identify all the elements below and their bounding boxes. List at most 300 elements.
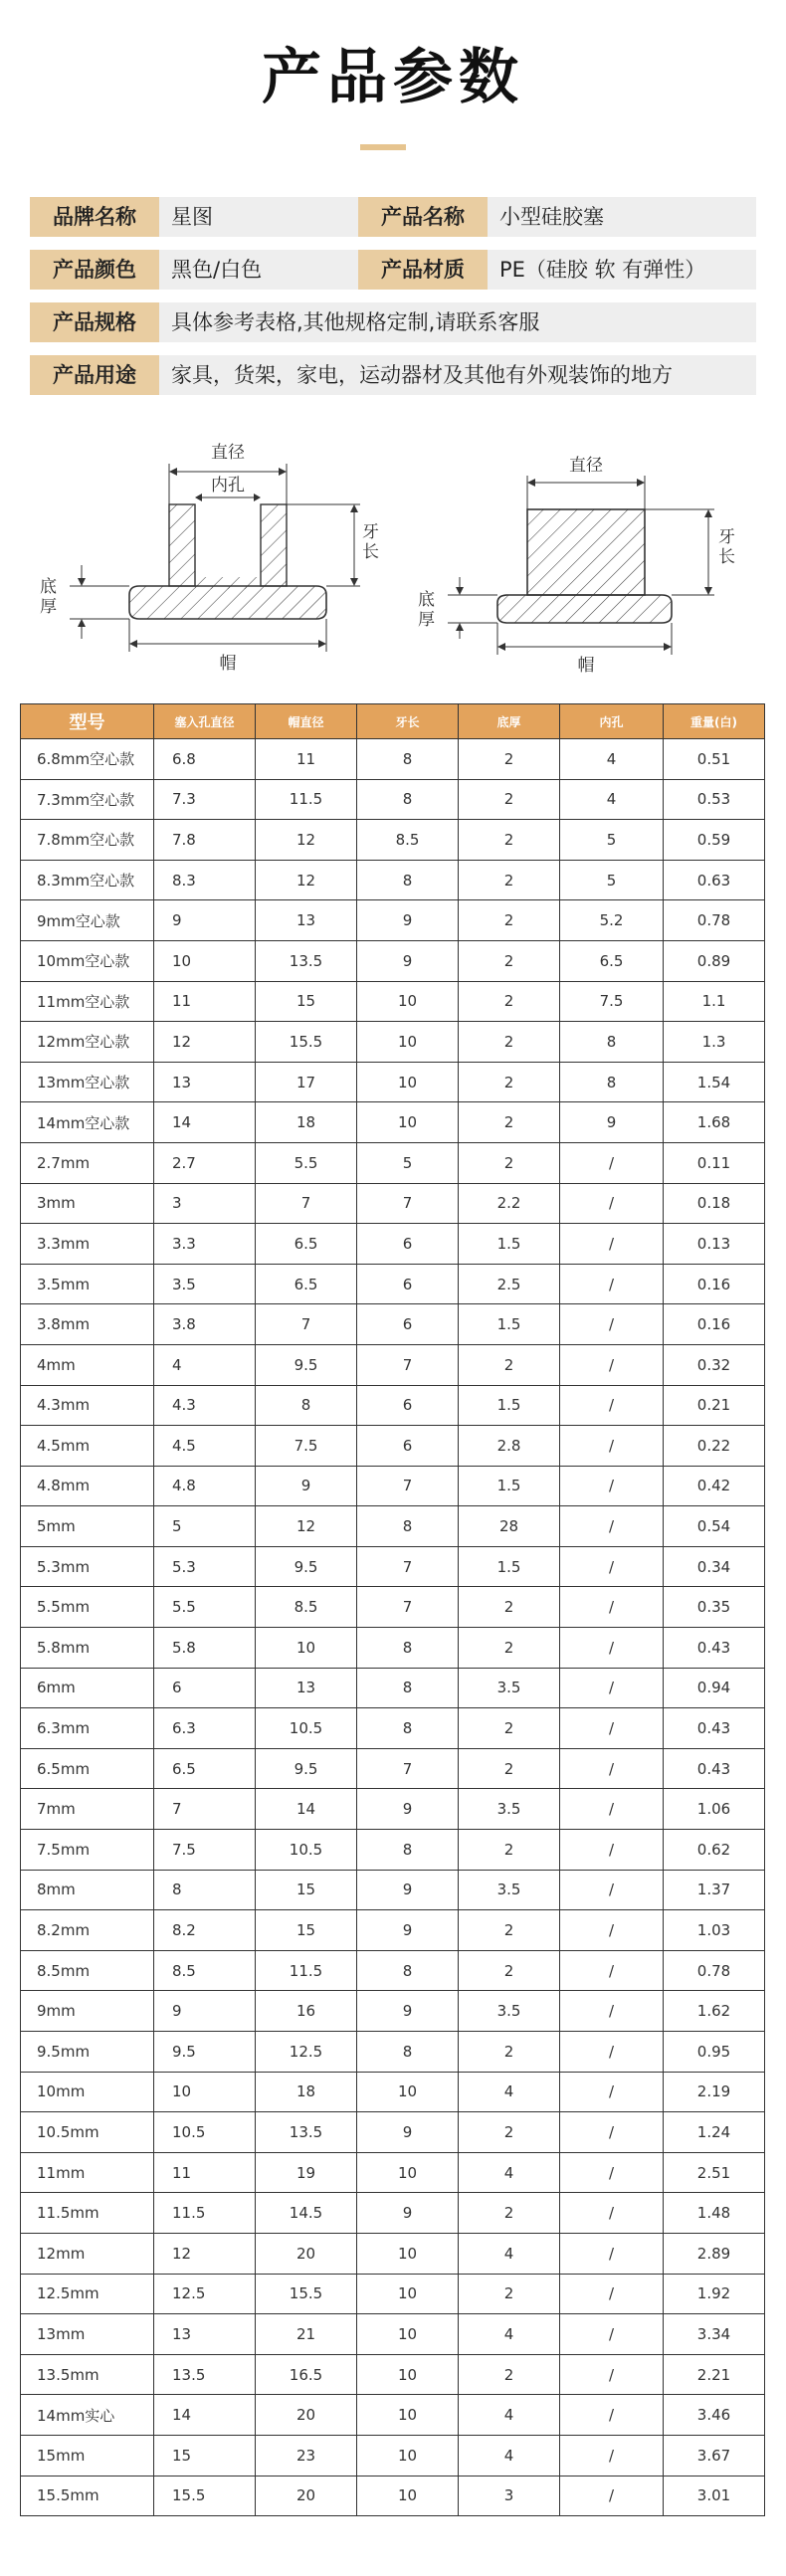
cell-weight: 0.54 — [664, 1506, 765, 1547]
cell-model: 3.8mm — [21, 1304, 154, 1345]
cell-hole-diameter: 2.7 — [154, 1142, 256, 1183]
cell-model: 4.3mm — [21, 1385, 154, 1426]
cell-model: 9.5mm — [21, 2032, 154, 2073]
cell-weight: 0.62 — [664, 1830, 765, 1871]
cell-inner-hole: / — [560, 2476, 664, 2516]
cell-inner-hole: 8 — [560, 1062, 664, 1102]
cell-weight: 0.95 — [664, 2032, 765, 2073]
cell-inner-hole: / — [560, 1830, 664, 1871]
cell-weight: 0.35 — [664, 1587, 765, 1628]
cell-weight: 0.63 — [664, 860, 765, 900]
cell-tooth-length: 7 — [357, 1183, 459, 1224]
cell-hole-diameter: 5 — [154, 1506, 256, 1547]
cell-model: 14mm实心 — [21, 2395, 154, 2436]
cell-inner-hole: / — [560, 1506, 664, 1547]
cell-hole-diameter: 4.8 — [154, 1466, 256, 1506]
spec-table-body — [21, 739, 765, 2516]
cell-cap-diameter: 15 — [256, 1910, 357, 1951]
cell-hole-diameter: 15.5 — [154, 2476, 256, 2516]
usage-value: 家具，货架，家电，运动器材及其他有外观装饰的地方 — [171, 363, 673, 387]
col-header-weight: 重量(白) — [664, 704, 765, 739]
cell-inner-hole: / — [560, 1910, 664, 1951]
cell-model: 3.3mm — [21, 1224, 154, 1265]
table-row — [21, 2072, 765, 2112]
table-row — [21, 820, 765, 861]
cell-hole-diameter: 13.5 — [154, 2354, 256, 2395]
cell-inner-hole: / — [560, 1264, 664, 1304]
cell-inner-hole: / — [560, 1304, 664, 1345]
cell-hole-diameter: 11 — [154, 2152, 256, 2193]
cell-base-thickness: 2 — [459, 2112, 560, 2153]
solid-diameter-label: 直径 — [569, 456, 603, 476]
cell-hole-diameter: 10 — [154, 2072, 256, 2112]
cell-base-thickness: 1.5 — [459, 1304, 560, 1345]
cell-cap-diameter: 15 — [256, 1870, 357, 1910]
cell-cap-diameter: 18 — [256, 2072, 357, 2112]
cell-base-thickness: 3 — [459, 2476, 560, 2516]
cell-cap-diameter: 12 — [256, 1506, 357, 1547]
cell-hole-diameter: 9 — [154, 900, 256, 941]
cell-tooth-length: 6 — [357, 1385, 459, 1426]
cell-weight: 3.67 — [664, 2435, 765, 2476]
hollow-cap — [129, 586, 326, 619]
cell-weight: 0.89 — [664, 940, 765, 981]
product-name-value: 小型硅胶塞 — [499, 205, 604, 229]
cell-model: 7.5mm — [21, 1830, 154, 1871]
cell-tooth-length: 10 — [357, 2354, 459, 2395]
cell-weight: 1.54 — [664, 1062, 765, 1102]
cell-tooth-length: 7 — [357, 1748, 459, 1789]
cell-base-thickness: 2 — [459, 900, 560, 941]
cell-base-thickness: 28 — [459, 1506, 560, 1547]
cell-tooth-length: 10 — [357, 2274, 459, 2314]
cell-hole-diameter: 9 — [154, 1991, 256, 2032]
cell-model: 11mm空心款 — [21, 981, 154, 1022]
cell-model: 8.2mm — [21, 1910, 154, 1951]
cell-tooth-length: 10 — [357, 1062, 459, 1102]
cell-hole-diameter: 10.5 — [154, 2112, 256, 2153]
cell-model: 6.5mm — [21, 1748, 154, 1789]
cell-weight: 0.16 — [664, 1304, 765, 1345]
cell-base-thickness: 1.5 — [459, 1385, 560, 1426]
table-row — [21, 2112, 765, 2153]
cell-cap-diameter: 13.5 — [256, 940, 357, 981]
cell-hole-diameter: 11 — [154, 981, 256, 1022]
cell-tooth-length: 10 — [357, 2233, 459, 2274]
cell-weight: 1.03 — [664, 1910, 765, 1951]
cell-inner-hole: / — [560, 2274, 664, 2314]
table-row — [21, 739, 765, 780]
cell-base-thickness: 3.5 — [459, 1991, 560, 2032]
cell-cap-diameter: 19 — [256, 2152, 357, 2193]
cell-tooth-length: 9 — [357, 2112, 459, 2153]
cell-tooth-length: 7 — [357, 1466, 459, 1506]
table-row — [21, 2152, 765, 2193]
cell-cap-diameter: 5.5 — [256, 1142, 357, 1183]
table-row — [21, 1870, 765, 1910]
cell-inner-hole: / — [560, 1385, 664, 1426]
cell-model: 12mm — [21, 2233, 154, 2274]
cell-weight: 0.34 — [664, 1546, 765, 1587]
cell-cap-diameter: 12 — [256, 820, 357, 861]
cell-tooth-length: 7 — [357, 1344, 459, 1385]
cell-weight: 0.11 — [664, 1142, 765, 1183]
col-header-tooth-length: 牙长 — [357, 704, 459, 739]
cell-weight: 0.78 — [664, 1950, 765, 1991]
cell-cap-diameter: 15.5 — [256, 2274, 357, 2314]
cell-cap-diameter: 10.5 — [256, 1830, 357, 1871]
cell-cap-diameter: 6.5 — [256, 1264, 357, 1304]
cell-hole-diameter: 8.5 — [154, 1950, 256, 1991]
cell-tooth-length: 7 — [357, 1546, 459, 1587]
cell-inner-hole: / — [560, 1183, 664, 1224]
cell-base-thickness: 2 — [459, 981, 560, 1022]
material-label: 产品材质 — [358, 250, 488, 290]
cell-cap-diameter: 16.5 — [256, 2354, 357, 2395]
cell-cap-diameter: 18 — [256, 1102, 357, 1143]
col-header-inner-hole: 内孔 — [560, 704, 664, 739]
cell-hole-diameter: 14 — [154, 1102, 256, 1143]
cell-model: 8.3mm空心款 — [21, 860, 154, 900]
cell-inner-hole: 6.5 — [560, 940, 664, 981]
spec-table-header — [21, 704, 765, 739]
table-row — [21, 1950, 765, 1991]
cell-tooth-length: 8.5 — [357, 820, 459, 861]
cell-tooth-length: 9 — [357, 1870, 459, 1910]
cell-hole-diameter: 8 — [154, 1870, 256, 1910]
table-row — [21, 2395, 765, 2436]
cell-cap-diameter: 9 — [256, 1466, 357, 1506]
solid-body — [527, 509, 645, 595]
cell-tooth-length: 10 — [357, 2072, 459, 2112]
page-title: 产品参数 — [262, 43, 524, 112]
cell-hole-diameter: 7 — [154, 1789, 256, 1830]
brand-label: 品牌名称 — [30, 197, 159, 237]
cell-tooth-length: 8 — [357, 739, 459, 780]
cell-hole-diameter: 7.8 — [154, 820, 256, 861]
info-row-spec — [30, 302, 756, 342]
cell-weight: 0.18 — [664, 1183, 765, 1224]
cell-inner-hole: / — [560, 2354, 664, 2395]
cell-inner-hole: 5 — [560, 820, 664, 861]
cell-base-thickness: 2 — [459, 1062, 560, 1102]
cell-model: 14mm空心款 — [21, 1102, 154, 1143]
cell-tooth-length: 10 — [357, 2435, 459, 2476]
cell-tooth-length: 10 — [357, 2314, 459, 2355]
cell-weight: 0.43 — [664, 1628, 765, 1669]
table-row — [21, 1344, 765, 1385]
cell-cap-diameter: 17 — [256, 1062, 357, 1102]
cell-model: 4.8mm — [21, 1466, 154, 1506]
table-row — [21, 779, 765, 820]
cell-hole-diameter: 8.3 — [154, 860, 256, 900]
table-row — [21, 1708, 765, 1749]
cell-inner-hole: / — [560, 2435, 664, 2476]
cell-model: 9mm — [21, 1991, 154, 2032]
cell-base-thickness: 2 — [459, 2193, 560, 2234]
cell-base-thickness: 4 — [459, 2395, 560, 2436]
cell-weight: 2.89 — [664, 2233, 765, 2274]
cell-cap-diameter: 10.5 — [256, 1708, 357, 1749]
spec-table — [20, 703, 765, 2516]
cell-cap-diameter: 8 — [256, 1385, 357, 1426]
cell-hole-diameter: 3 — [154, 1183, 256, 1224]
table-row — [21, 1224, 765, 1265]
cell-model: 13mm空心款 — [21, 1062, 154, 1102]
cell-hole-diameter: 7.5 — [154, 1830, 256, 1871]
solid-cap — [497, 595, 672, 623]
table-row — [21, 1264, 765, 1304]
brand-value: 星图 — [171, 205, 213, 229]
cell-tooth-length: 9 — [357, 2193, 459, 2234]
cell-weight: 2.19 — [664, 2072, 765, 2112]
table-row — [21, 940, 765, 981]
cell-base-thickness: 3.5 — [459, 1668, 560, 1708]
cell-tooth-length: 8 — [357, 1830, 459, 1871]
cell-hole-diameter: 12 — [154, 1022, 256, 1063]
cell-base-thickness: 2 — [459, 1102, 560, 1143]
col-header-base-thickness: 底厚 — [459, 704, 560, 739]
cell-weight: 1.48 — [664, 2193, 765, 2234]
cell-weight: 0.78 — [664, 900, 765, 941]
cell-inner-hole: / — [560, 1748, 664, 1789]
cell-weight: 0.53 — [664, 779, 765, 820]
cell-inner-hole: / — [560, 1628, 664, 1669]
cell-weight: 0.59 — [664, 820, 765, 861]
cell-tooth-length: 8 — [357, 1668, 459, 1708]
table-row — [21, 1183, 765, 1224]
cell-cap-diameter: 20 — [256, 2476, 357, 2516]
cell-base-thickness: 4 — [459, 2152, 560, 2193]
cell-tooth-length: 10 — [357, 1022, 459, 1063]
cell-cap-diameter: 13 — [256, 1668, 357, 1708]
cell-model: 3.5mm — [21, 1264, 154, 1304]
cell-tooth-length: 9 — [357, 940, 459, 981]
cell-cap-diameter: 14 — [256, 1789, 357, 1830]
cell-model: 9mm空心款 — [21, 900, 154, 941]
cell-tooth-length: 8 — [357, 779, 459, 820]
cell-model: 10mm — [21, 2072, 154, 2112]
cell-cap-diameter: 9.5 — [256, 1748, 357, 1789]
solid-plug-diagram — [418, 456, 735, 676]
cell-model: 7.3mm空心款 — [21, 779, 154, 820]
table-row — [21, 2193, 765, 2234]
table-row — [21, 1587, 765, 1628]
cell-base-thickness: 2.5 — [459, 1264, 560, 1304]
cell-hole-diameter: 15 — [154, 2435, 256, 2476]
cell-cap-diameter: 9.5 — [256, 1344, 357, 1385]
cell-model: 11.5mm — [21, 2193, 154, 2234]
hollow-diameter-label: 直径 — [211, 443, 245, 463]
cell-weight: 1.3 — [664, 1022, 765, 1063]
cell-base-thickness: 2.2 — [459, 1183, 560, 1224]
table-row — [21, 1789, 765, 1830]
cell-cap-diameter: 7 — [256, 1183, 357, 1224]
hollow-wall-left — [169, 504, 195, 586]
cell-cap-diameter: 21 — [256, 2314, 357, 2355]
cell-weight: 2.21 — [664, 2354, 765, 2395]
cell-base-thickness: 2 — [459, 2354, 560, 2395]
cell-hole-diameter: 12.5 — [154, 2274, 256, 2314]
table-row — [21, 1506, 765, 1547]
cell-cap-diameter: 11 — [256, 739, 357, 780]
cell-tooth-length: 10 — [357, 2476, 459, 2516]
cell-base-thickness: 2 — [459, 1830, 560, 1871]
table-row — [21, 2476, 765, 2516]
table-row — [21, 2274, 765, 2314]
cell-model: 5.5mm — [21, 1587, 154, 1628]
cell-hole-diameter: 14 — [154, 2395, 256, 2436]
cell-model: 3mm — [21, 1183, 154, 1224]
cell-base-thickness: 4 — [459, 2435, 560, 2476]
cell-tooth-length: 8 — [357, 1950, 459, 1991]
spec-value: 具体参考表格,其他规格定制,请联系客服 — [171, 310, 540, 334]
cell-hole-diameter: 4.5 — [154, 1426, 256, 1467]
cell-weight: 0.32 — [664, 1344, 765, 1385]
cell-tooth-length: 8 — [357, 1628, 459, 1669]
cell-hole-diameter: 6.3 — [154, 1708, 256, 1749]
table-row — [21, 1304, 765, 1345]
cell-cap-diameter: 16 — [256, 1991, 357, 2032]
table-row — [21, 2314, 765, 2355]
cell-model: 15.5mm — [21, 2476, 154, 2516]
cell-inner-hole: / — [560, 1546, 664, 1587]
cell-tooth-length: 6 — [357, 1426, 459, 1467]
cell-inner-hole: / — [560, 2233, 664, 2274]
cell-inner-hole: / — [560, 1344, 664, 1385]
cell-weight: 0.21 — [664, 1385, 765, 1426]
cell-hole-diameter: 13 — [154, 2314, 256, 2355]
cell-weight: 1.92 — [664, 2274, 765, 2314]
col-header-hole-diameter: 塞入孔直径 — [154, 704, 256, 739]
cell-hole-diameter: 5.8 — [154, 1628, 256, 1669]
cell-inner-hole: / — [560, 1587, 664, 1628]
cell-inner-hole: 7.5 — [560, 981, 664, 1022]
cell-tooth-length: 8 — [357, 860, 459, 900]
cell-inner-hole: / — [560, 1708, 664, 1749]
cell-cap-diameter: 20 — [256, 2395, 357, 2436]
cell-tooth-length: 9 — [357, 1991, 459, 2032]
cell-inner-hole: / — [560, 2072, 664, 2112]
cell-cap-diameter: 7 — [256, 1304, 357, 1345]
table-row — [21, 1628, 765, 1669]
cell-hole-diameter: 12 — [154, 2233, 256, 2274]
cell-model: 6.3mm — [21, 1708, 154, 1749]
cell-tooth-length: 8 — [357, 2032, 459, 2073]
info-row-brand — [30, 197, 756, 237]
cell-cap-diameter: 11.5 — [256, 779, 357, 820]
cell-base-thickness: 2.8 — [459, 1426, 560, 1467]
table-row — [21, 1142, 765, 1183]
cell-model: 4.5mm — [21, 1426, 154, 1467]
cell-cap-diameter: 7.5 — [256, 1426, 357, 1467]
hollow-cap-label: 帽 — [219, 654, 237, 674]
cell-cap-diameter: 15 — [256, 981, 357, 1022]
info-row-color — [30, 250, 756, 290]
color-label: 产品颜色 — [30, 250, 159, 290]
cell-base-thickness: 2 — [459, 739, 560, 780]
cell-cap-diameter: 15.5 — [256, 1022, 357, 1063]
cell-weight: 0.43 — [664, 1708, 765, 1749]
col-header-model: 型号 — [21, 704, 154, 739]
cell-weight: 1.06 — [664, 1789, 765, 1830]
table-row — [21, 1062, 765, 1102]
product-info — [30, 197, 756, 408]
cell-hole-diameter: 5.5 — [154, 1587, 256, 1628]
title-underline — [360, 144, 406, 150]
table-row — [21, 2233, 765, 2274]
cell-inner-hole: / — [560, 1789, 664, 1830]
cell-model: 10.5mm — [21, 2112, 154, 2153]
cell-tooth-length: 6 — [357, 1224, 459, 1265]
table-row — [21, 2435, 765, 2476]
cell-model: 10mm空心款 — [21, 940, 154, 981]
product-name-label: 产品名称 — [358, 197, 488, 237]
table-row — [21, 1748, 765, 1789]
cell-weight: 3.01 — [664, 2476, 765, 2516]
cell-base-thickness: 2 — [459, 1910, 560, 1951]
cell-hole-diameter: 4 — [154, 1344, 256, 1385]
cell-cap-diameter: 9.5 — [256, 1546, 357, 1587]
cell-weight: 1.24 — [664, 2112, 765, 2153]
cell-inner-hole: / — [560, 1466, 664, 1506]
hollow-base-thickness-label: 底厚 — [40, 577, 57, 617]
cell-model: 5mm — [21, 1506, 154, 1547]
solid-base-thickness-label: 底厚 — [418, 590, 435, 630]
cell-tooth-length: 7 — [357, 1587, 459, 1628]
cell-weight: 0.22 — [664, 1426, 765, 1467]
table-row — [21, 1546, 765, 1587]
cell-inner-hole: / — [560, 2314, 664, 2355]
hollow-wall-right — [261, 504, 287, 586]
cell-inner-hole: / — [560, 2193, 664, 2234]
cell-cap-diameter: 20 — [256, 2233, 357, 2274]
cell-tooth-length: 9 — [357, 1910, 459, 1951]
usage-label: 产品用途 — [30, 355, 159, 395]
table-row — [21, 1668, 765, 1708]
cell-base-thickness: 2 — [459, 1022, 560, 1063]
table-row — [21, 1102, 765, 1143]
material-value: PE（硅胶 软 有弹性） — [499, 258, 706, 282]
table-row — [21, 2032, 765, 2073]
cell-hole-diameter: 11.5 — [154, 2193, 256, 2234]
cell-model: 13.5mm — [21, 2354, 154, 2395]
cell-hole-diameter: 3.8 — [154, 1304, 256, 1345]
cell-tooth-length: 9 — [357, 1789, 459, 1830]
cell-model: 5.8mm — [21, 1628, 154, 1669]
cell-base-thickness: 4 — [459, 2314, 560, 2355]
cell-base-thickness: 2 — [459, 779, 560, 820]
cell-weight: 1.68 — [664, 1102, 765, 1143]
cell-cap-diameter: 12.5 — [256, 2032, 357, 2073]
table-row — [21, 1466, 765, 1506]
cell-weight: 0.94 — [664, 1668, 765, 1708]
cell-weight: 1.37 — [664, 1870, 765, 1910]
cell-hole-diameter: 13 — [154, 1062, 256, 1102]
cell-inner-hole: / — [560, 2395, 664, 2436]
cell-cap-diameter: 13.5 — [256, 2112, 357, 2153]
info-row-usage — [30, 355, 756, 395]
cell-inner-hole: 4 — [560, 779, 664, 820]
cell-hole-diameter: 6 — [154, 1668, 256, 1708]
cell-base-thickness: 1.5 — [459, 1466, 560, 1506]
cell-hole-diameter: 3.3 — [154, 1224, 256, 1265]
cell-weight: 3.46 — [664, 2395, 765, 2436]
cell-inner-hole: / — [560, 2032, 664, 2073]
cell-inner-hole: / — [560, 1426, 664, 1467]
table-row — [21, 860, 765, 900]
cell-base-thickness: 2 — [459, 2032, 560, 2073]
